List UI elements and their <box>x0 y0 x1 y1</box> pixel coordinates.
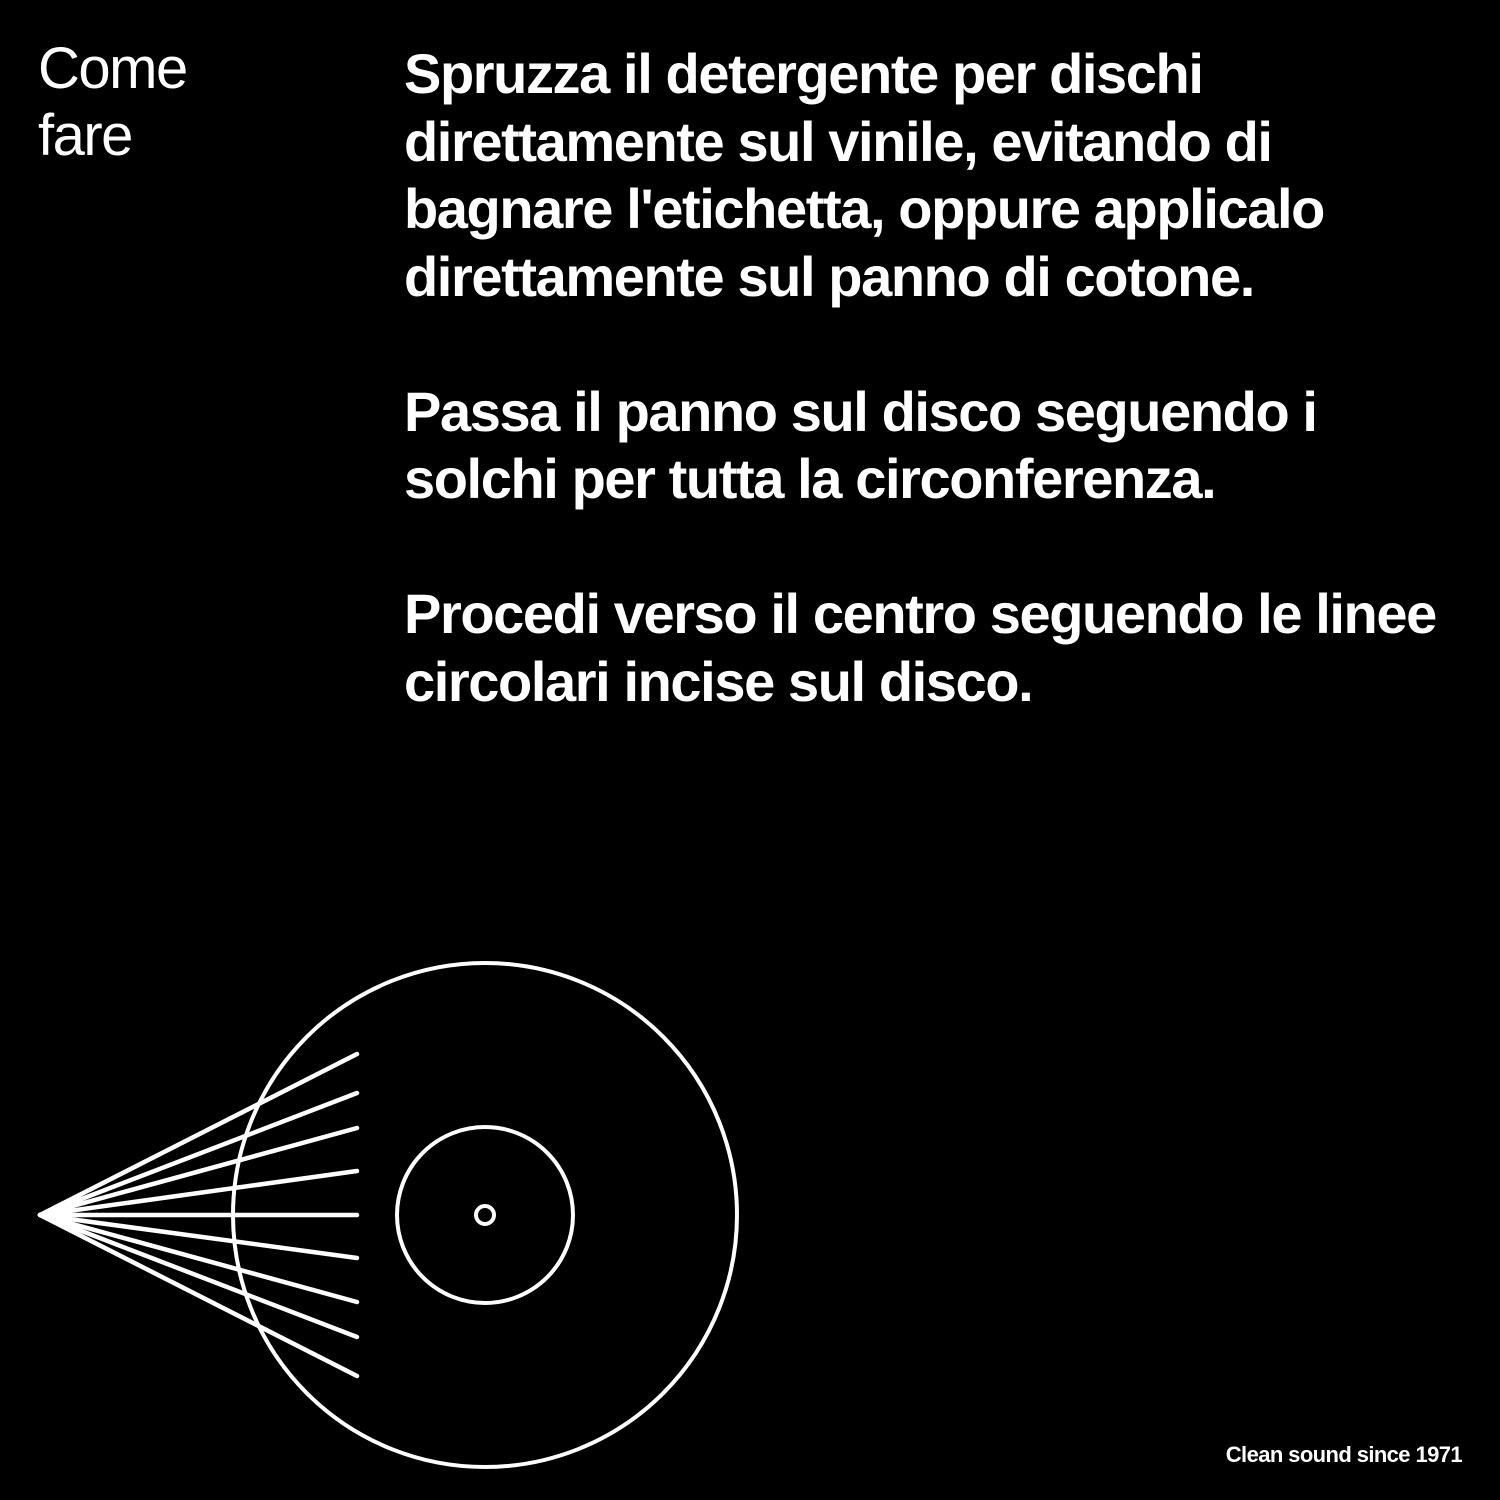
instruction-step-1: Spruzza il detergente per dischi direttamente sul vinile, evitando di bagnare l'etichetta, oppure applicalo direttamente sul panno di cotone. <box>404 42 1324 308</box>
instruction-step-2: Passa il panno sul disco seguendo i solchi per tutta la circonferenza. <box>404 379 1317 510</box>
spray-ray <box>40 1128 357 1215</box>
title-line-1: Come <box>38 36 187 101</box>
page-title <box>38 35 298 169</box>
spray-ray <box>40 1215 357 1302</box>
instruction-list <box>404 40 1484 715</box>
spray-ray <box>40 1215 357 1376</box>
record-label-ring <box>397 1127 573 1303</box>
instruction-step-3: Procedi verso il centro seguendo le linee circolari incise sul disco. <box>404 582 1436 713</box>
title-line-2: fare <box>38 103 132 168</box>
spray-ray <box>40 1215 357 1337</box>
spray-rays-icon <box>40 1054 357 1376</box>
record-cleaning-illustration <box>0 940 800 1500</box>
record-spindle-hole <box>476 1206 494 1224</box>
brand-tagline: Clean sound since 1971 <box>1225 1442 1462 1467</box>
spray-ray <box>40 1093 357 1215</box>
spray-ray <box>40 1215 357 1258</box>
